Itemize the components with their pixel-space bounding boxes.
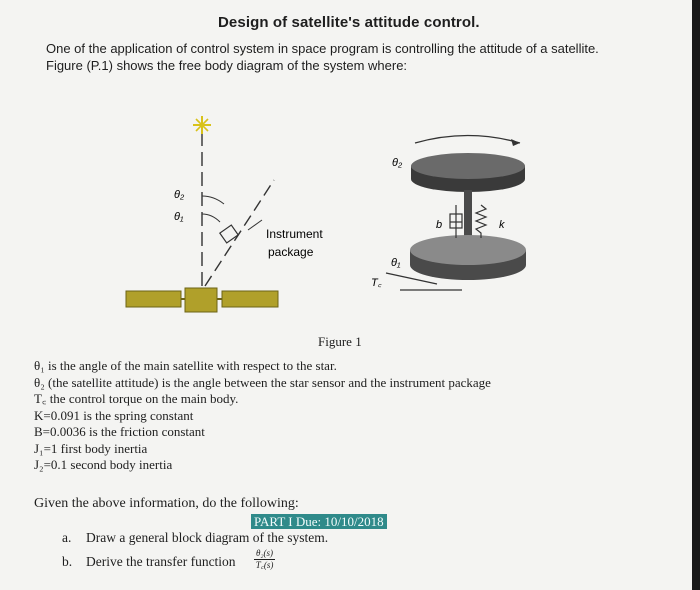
label-tc: T꜀ — [371, 277, 382, 289]
two-body-model — [371, 136, 526, 291]
label-b: b — [436, 219, 443, 231]
spring-icon — [476, 205, 486, 238]
solar-panel-right — [222, 291, 278, 307]
task-b — [62, 554, 236, 570]
tf-numerator: θ₂(s) — [256, 548, 274, 558]
document-title: Design of satellite's attitude control. — [218, 14, 480, 31]
task-b-text: Derive the transfer function — [86, 554, 236, 569]
task-a — [62, 530, 328, 546]
label-theta1-right: θ₁ — [391, 257, 401, 269]
label-theta2-left: θ₂ — [174, 189, 185, 201]
task-a-text: Draw a general block diagram of the system. — [86, 530, 329, 545]
damper-icon — [450, 205, 462, 238]
definition-item: J₂=0.1 second body inertia — [34, 457, 173, 472]
label-package: package — [268, 245, 314, 259]
star-icon — [193, 116, 211, 134]
definition-item: K=0.091 is the spring constant — [34, 407, 194, 423]
transfer-function-fraction — [254, 548, 275, 571]
definition-item: θ₁ is the angle of the main satellite with respect to the star. — [34, 358, 337, 373]
definition-item: B=0.0036 is the friction constant — [34, 424, 205, 439]
label-theta2-right: θ₂ — [392, 157, 403, 169]
figure-caption: Figure 1 — [318, 334, 362, 349]
given-instruction: Given the above information, do the following: — [34, 496, 299, 511]
lower-disk — [410, 235, 526, 265]
label-instrument: Instrument — [266, 227, 323, 241]
theta1-arc — [202, 214, 220, 222]
intro-line: One of the application of control system in space program is controlling the attitude of a satellite. — [46, 41, 599, 56]
upper-disk — [411, 153, 525, 179]
task-b-marker: b. — [62, 554, 73, 569]
definition-item: J₁=1 first body inertia — [34, 440, 148, 456]
label-k: k — [499, 219, 505, 231]
definition-item: T꜀ the control torque on the main body. — [34, 391, 239, 406]
task-a-marker: a. — [62, 530, 72, 545]
label-theta1-left: θ₁ — [174, 211, 184, 223]
instrument-axis-line — [205, 180, 274, 286]
instrument-leader-line — [248, 220, 262, 230]
solar-panel-left — [126, 291, 181, 307]
part-due-badge: PART I Due: 10/10/2018 — [251, 514, 387, 529]
definition-item: θ₂ (the satellite attitude) is the angle between the star sensor and the instrument package — [34, 374, 491, 390]
theta2-arrow — [415, 136, 520, 144]
tf-denominator: T꜀(s) — [255, 560, 274, 570]
definitions-list — [34, 358, 491, 474]
theta2-arc — [202, 196, 224, 204]
satellite-drawing — [126, 116, 323, 312]
satellite-body — [185, 288, 217, 312]
intro-line: Figure (P.1) shows the free body diagram of the system where: — [46, 58, 408, 73]
